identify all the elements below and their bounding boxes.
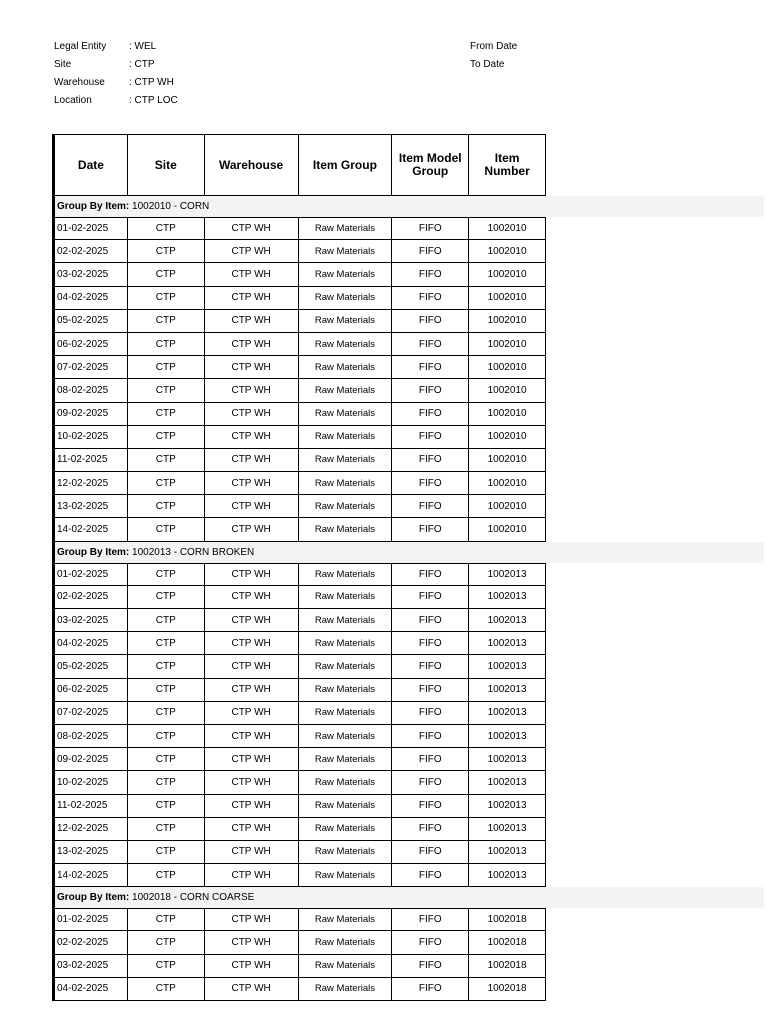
cell-site: CTP bbox=[128, 240, 205, 262]
group-prefix: Group By Item: bbox=[57, 201, 130, 212]
cell-item-group: Raw Materials bbox=[299, 655, 393, 677]
cell-item-number: 1002013 bbox=[487, 637, 527, 649]
cell-site: CTP bbox=[128, 449, 205, 471]
table-row bbox=[52, 818, 546, 841]
cell-item-model-group: FIFO bbox=[392, 795, 469, 817]
table-row bbox=[52, 931, 546, 954]
cell-item-group: Raw Materials bbox=[299, 818, 393, 840]
group-header-row bbox=[52, 542, 764, 563]
cell-site: CTP bbox=[128, 310, 205, 332]
cell-item-model-group: FIFO bbox=[392, 218, 469, 239]
table-row bbox=[52, 449, 546, 472]
cell-date: 14-02-2025 bbox=[55, 864, 128, 886]
cell-item-model-group: FIFO bbox=[392, 472, 469, 494]
cell-warehouse: CTP WH bbox=[205, 655, 299, 677]
cell-site: CTP bbox=[128, 564, 205, 585]
cell-date: 04-02-2025 bbox=[55, 287, 128, 309]
cell-item-model-group: FIFO bbox=[392, 310, 469, 332]
cell-site: CTP bbox=[128, 333, 205, 355]
cell-warehouse: CTP WH bbox=[205, 931, 299, 953]
cell-item-model-group: FIFO bbox=[392, 518, 469, 540]
cell-item-number: 1002010 bbox=[487, 408, 527, 420]
cell-item-group: Raw Materials bbox=[299, 449, 393, 471]
cell-site: CTP bbox=[128, 518, 205, 540]
table-row bbox=[52, 748, 546, 771]
table-row bbox=[52, 287, 546, 310]
cell-item-number: 1002013 bbox=[487, 776, 527, 788]
table-row bbox=[52, 217, 546, 240]
cell-warehouse: CTP WH bbox=[205, 218, 299, 239]
cell-item-number: 1002013 bbox=[487, 684, 527, 696]
cell-item-group: Raw Materials bbox=[299, 841, 393, 863]
table-row bbox=[52, 795, 546, 818]
cell-item-number: 1002010 bbox=[487, 361, 527, 373]
table-row bbox=[52, 240, 546, 263]
cell-item-group: Raw Materials bbox=[299, 632, 393, 654]
cell-item-model-group: FIFO bbox=[392, 495, 469, 517]
cell-site: CTP bbox=[128, 609, 205, 631]
table-header-row bbox=[52, 134, 546, 196]
table-row bbox=[52, 655, 546, 678]
cell-date: 14-02-2025 bbox=[55, 518, 128, 540]
group-header-row bbox=[52, 887, 764, 908]
cell-item-group: Raw Materials bbox=[299, 356, 393, 378]
cell-warehouse: CTP WH bbox=[205, 263, 299, 285]
cell-item-number: 1002010 bbox=[487, 454, 527, 466]
cell-item-number: 1002010 bbox=[487, 268, 527, 280]
cell-item-model-group: FIFO bbox=[392, 725, 469, 747]
cell-item-number: 1002013 bbox=[487, 869, 527, 881]
cell-item-number: 1002010 bbox=[487, 292, 527, 304]
cell-date: 01-02-2025 bbox=[55, 909, 128, 930]
cell-item-number: 1002010 bbox=[487, 524, 527, 536]
table-body bbox=[52, 196, 764, 1001]
cell-item-group: Raw Materials bbox=[299, 564, 393, 585]
cell-warehouse: CTP WH bbox=[205, 287, 299, 309]
column-header-warehouse: Warehouse bbox=[205, 135, 299, 195]
cell-site: CTP bbox=[128, 864, 205, 886]
header-from-date: From Date bbox=[470, 41, 518, 52]
cell-item-group: Raw Materials bbox=[299, 218, 393, 239]
cell-date: 01-02-2025 bbox=[55, 218, 128, 239]
group-prefix: Group By Item: bbox=[57, 546, 130, 558]
cell-item-group: Raw Materials bbox=[299, 702, 393, 724]
cell-date: 09-02-2025 bbox=[55, 748, 128, 770]
header-value: : CTP WH bbox=[129, 77, 174, 88]
cell-item-model-group: FIFO bbox=[392, 632, 469, 654]
cell-item-model-group: FIFO bbox=[392, 748, 469, 770]
cell-site: CTP bbox=[128, 725, 205, 747]
cell-warehouse: CTP WH bbox=[205, 771, 299, 793]
cell-site: CTP bbox=[128, 426, 205, 448]
cell-warehouse: CTP WH bbox=[205, 564, 299, 585]
cell-item-number: 1002018 bbox=[487, 983, 527, 995]
cell-warehouse: CTP WH bbox=[205, 379, 299, 401]
group-label: 1002010 - CORN bbox=[129, 201, 210, 212]
header-label: Legal Entity bbox=[54, 41, 107, 52]
table-row bbox=[52, 978, 546, 1001]
cell-item-model-group: FIFO bbox=[392, 864, 469, 886]
cell-item-model-group: FIFO bbox=[392, 609, 469, 631]
cell-date: 13-02-2025 bbox=[55, 841, 128, 863]
cell-item-number: 1002013 bbox=[487, 846, 527, 858]
cell-warehouse: CTP WH bbox=[205, 702, 299, 724]
cell-date: 01-02-2025 bbox=[55, 564, 128, 585]
cell-warehouse: CTP WH bbox=[205, 818, 299, 840]
cell-site: CTP bbox=[128, 931, 205, 953]
cell-warehouse: CTP WH bbox=[205, 472, 299, 494]
cell-warehouse: CTP WH bbox=[205, 864, 299, 886]
table-row bbox=[52, 841, 546, 864]
cell-site: CTP bbox=[128, 632, 205, 654]
cell-date: 10-02-2025 bbox=[55, 426, 128, 448]
cell-site: CTP bbox=[128, 287, 205, 309]
cell-warehouse: CTP WH bbox=[205, 609, 299, 631]
cell-item-number: 1002018 bbox=[487, 960, 527, 972]
cell-site: CTP bbox=[128, 472, 205, 494]
cell-date: 09-02-2025 bbox=[55, 403, 128, 425]
cell-item-group: Raw Materials bbox=[299, 725, 393, 747]
cell-site: CTP bbox=[128, 495, 205, 517]
cell-item-model-group: FIFO bbox=[392, 679, 469, 701]
header-label: Warehouse bbox=[54, 77, 105, 88]
cell-item-number: 1002010 bbox=[487, 315, 527, 327]
cell-item-model-group: FIFO bbox=[392, 931, 469, 953]
cell-item-group: Raw Materials bbox=[299, 379, 393, 401]
cell-warehouse: CTP WH bbox=[205, 586, 299, 608]
report-header bbox=[54, 38, 754, 112]
cell-item-number: 1002010 bbox=[487, 245, 527, 257]
cell-warehouse: CTP WH bbox=[205, 333, 299, 355]
cell-date: 05-02-2025 bbox=[55, 310, 128, 332]
cell-date: 13-02-2025 bbox=[55, 495, 128, 517]
cell-item-group: Raw Materials bbox=[299, 864, 393, 886]
cell-site: CTP bbox=[128, 955, 205, 977]
cell-date: 04-02-2025 bbox=[55, 978, 128, 1000]
cell-date: 11-02-2025 bbox=[55, 449, 128, 471]
cell-site: CTP bbox=[128, 403, 205, 425]
group-prefix: Group By Item: bbox=[57, 892, 130, 904]
cell-date: 11-02-2025 bbox=[55, 795, 128, 817]
cell-item-group: Raw Materials bbox=[299, 403, 393, 425]
column-header-date: Date bbox=[55, 135, 128, 195]
cell-warehouse: CTP WH bbox=[205, 955, 299, 977]
cell-item-model-group: FIFO bbox=[392, 655, 469, 677]
column-header-item-model-group: Item Model Group bbox=[392, 135, 469, 195]
cell-date: 02-02-2025 bbox=[55, 586, 128, 608]
cell-warehouse: CTP WH bbox=[205, 495, 299, 517]
table-row bbox=[52, 379, 546, 402]
table-row bbox=[52, 955, 546, 978]
cell-date: 10-02-2025 bbox=[55, 771, 128, 793]
cell-item-group: Raw Materials bbox=[299, 679, 393, 701]
group-header-row bbox=[52, 196, 764, 217]
table-row bbox=[52, 495, 546, 518]
group-label: 1002013 - CORN BROKEN bbox=[129, 546, 255, 558]
table-row bbox=[52, 908, 546, 931]
cell-warehouse: CTP WH bbox=[205, 748, 299, 770]
cell-warehouse: CTP WH bbox=[205, 679, 299, 701]
cell-item-group: Raw Materials bbox=[299, 310, 393, 332]
cell-warehouse: CTP WH bbox=[205, 978, 299, 1000]
cell-site: CTP bbox=[128, 655, 205, 677]
cell-site: CTP bbox=[128, 818, 205, 840]
table-row bbox=[52, 333, 546, 356]
cell-site: CTP bbox=[128, 586, 205, 608]
cell-item-group: Raw Materials bbox=[299, 609, 393, 631]
cell-item-number: 1002013 bbox=[487, 730, 527, 742]
cell-warehouse: CTP WH bbox=[205, 725, 299, 747]
cell-item-number: 1002018 bbox=[487, 937, 527, 949]
cell-site: CTP bbox=[128, 263, 205, 285]
header-value: : CTP LOC bbox=[129, 95, 178, 106]
cell-item-model-group: FIFO bbox=[392, 564, 469, 585]
cell-item-number: 1002013 bbox=[487, 800, 527, 812]
cell-item-group: Raw Materials bbox=[299, 472, 393, 494]
cell-warehouse: CTP WH bbox=[205, 795, 299, 817]
cell-item-group: Raw Materials bbox=[299, 518, 393, 540]
table-row bbox=[52, 771, 546, 794]
cell-item-model-group: FIFO bbox=[392, 955, 469, 977]
column-header-item-group: Item Group bbox=[299, 135, 393, 195]
cell-warehouse: CTP WH bbox=[205, 841, 299, 863]
header-label: Location bbox=[54, 95, 92, 106]
cell-site: CTP bbox=[128, 748, 205, 770]
cell-warehouse: CTP WH bbox=[205, 240, 299, 262]
cell-item-number: 1002010 bbox=[487, 477, 527, 489]
cell-date: 03-02-2025 bbox=[55, 609, 128, 631]
cell-date: 08-02-2025 bbox=[55, 725, 128, 747]
cell-site: CTP bbox=[128, 841, 205, 863]
cell-warehouse: CTP WH bbox=[205, 356, 299, 378]
cell-item-group: Raw Materials bbox=[299, 748, 393, 770]
cell-item-model-group: FIFO bbox=[392, 356, 469, 378]
cell-item-model-group: FIFO bbox=[392, 449, 469, 471]
cell-site: CTP bbox=[128, 702, 205, 724]
cell-item-group: Raw Materials bbox=[299, 426, 393, 448]
cell-date: 07-02-2025 bbox=[55, 356, 128, 378]
cell-item-model-group: FIFO bbox=[392, 426, 469, 448]
cell-item-number: 1002010 bbox=[487, 500, 527, 512]
header-value: : CTP bbox=[129, 59, 155, 70]
cell-warehouse: CTP WH bbox=[205, 426, 299, 448]
cell-site: CTP bbox=[128, 379, 205, 401]
table-row bbox=[52, 679, 546, 702]
table-row bbox=[52, 864, 546, 887]
cell-item-group: Raw Materials bbox=[299, 287, 393, 309]
group-label: 1002018 - CORN COARSE bbox=[129, 892, 255, 904]
column-header-item-number: Item Number bbox=[484, 151, 530, 178]
cell-date: 06-02-2025 bbox=[55, 333, 128, 355]
cell-date: 02-02-2025 bbox=[55, 240, 128, 262]
cell-date: 03-02-2025 bbox=[55, 955, 128, 977]
cell-date: 06-02-2025 bbox=[55, 679, 128, 701]
cell-item-number: 1002018 bbox=[487, 914, 527, 926]
cell-date: 05-02-2025 bbox=[55, 655, 128, 677]
cell-item-model-group: FIFO bbox=[392, 771, 469, 793]
cell-site: CTP bbox=[128, 795, 205, 817]
cell-warehouse: CTP WH bbox=[205, 632, 299, 654]
cell-item-number: 1002013 bbox=[487, 753, 527, 765]
cell-date: 02-02-2025 bbox=[55, 931, 128, 953]
cell-item-number: 1002013 bbox=[487, 707, 527, 719]
cell-item-number: 1002010 bbox=[487, 431, 527, 443]
table-row bbox=[52, 586, 546, 609]
table-row bbox=[52, 725, 546, 748]
cell-item-model-group: FIFO bbox=[392, 240, 469, 262]
table-row bbox=[52, 356, 546, 379]
cell-warehouse: CTP WH bbox=[205, 909, 299, 930]
cell-item-number: 1002010 bbox=[487, 338, 527, 350]
cell-item-group: Raw Materials bbox=[299, 240, 393, 262]
cell-warehouse: CTP WH bbox=[205, 449, 299, 471]
cell-date: 12-02-2025 bbox=[55, 472, 128, 494]
cell-item-model-group: FIFO bbox=[392, 379, 469, 401]
cell-date: 08-02-2025 bbox=[55, 379, 128, 401]
cell-item-model-group: FIFO bbox=[392, 333, 469, 355]
cell-item-model-group: FIFO bbox=[392, 287, 469, 309]
cell-item-group: Raw Materials bbox=[299, 586, 393, 608]
cell-item-number: 1002013 bbox=[487, 823, 527, 835]
cell-item-group: Raw Materials bbox=[299, 795, 393, 817]
cell-site: CTP bbox=[128, 978, 205, 1000]
header-value: : WEL bbox=[129, 41, 157, 52]
table-row bbox=[52, 632, 546, 655]
cell-site: CTP bbox=[128, 679, 205, 701]
cell-item-number: 1002013 bbox=[487, 591, 527, 603]
cell-item-model-group: FIFO bbox=[392, 263, 469, 285]
table-row bbox=[52, 702, 546, 725]
cell-item-model-group: FIFO bbox=[392, 586, 469, 608]
cell-item-group: Raw Materials bbox=[299, 771, 393, 793]
cell-warehouse: CTP WH bbox=[205, 518, 299, 540]
cell-item-group: Raw Materials bbox=[299, 955, 393, 977]
cell-item-group: Raw Materials bbox=[299, 263, 393, 285]
table-row bbox=[52, 310, 546, 333]
report-table bbox=[52, 134, 764, 1001]
cell-site: CTP bbox=[128, 218, 205, 239]
cell-item-number: 1002010 bbox=[487, 384, 527, 396]
header-to-date: To Date bbox=[470, 59, 505, 70]
cell-item-model-group: FIFO bbox=[392, 702, 469, 724]
cell-item-model-group: FIFO bbox=[392, 978, 469, 1000]
cell-item-number: 1002010 bbox=[487, 223, 527, 235]
table-row bbox=[52, 472, 546, 495]
cell-item-group: Raw Materials bbox=[299, 909, 393, 930]
cell-item-model-group: FIFO bbox=[392, 403, 469, 425]
cell-item-group: Raw Materials bbox=[299, 495, 393, 517]
cell-date: 12-02-2025 bbox=[55, 818, 128, 840]
table-row bbox=[52, 403, 546, 426]
cell-date: 03-02-2025 bbox=[55, 263, 128, 285]
cell-item-number: 1002013 bbox=[487, 660, 527, 672]
column-header-site: Site bbox=[128, 135, 205, 195]
table-row bbox=[52, 609, 546, 632]
cell-item-group: Raw Materials bbox=[299, 978, 393, 1000]
cell-item-number: 1002013 bbox=[487, 614, 527, 626]
cell-date: 04-02-2025 bbox=[55, 632, 128, 654]
cell-item-model-group: FIFO bbox=[392, 841, 469, 863]
cell-item-number: 1002013 bbox=[487, 568, 527, 580]
cell-item-model-group: FIFO bbox=[392, 818, 469, 840]
cell-date: 07-02-2025 bbox=[55, 702, 128, 724]
table-row bbox=[52, 426, 546, 449]
table-row bbox=[52, 518, 546, 541]
cell-item-model-group: FIFO bbox=[392, 909, 469, 930]
cell-item-group: Raw Materials bbox=[299, 333, 393, 355]
cell-site: CTP bbox=[128, 909, 205, 930]
cell-warehouse: CTP WH bbox=[205, 310, 299, 332]
header-label: Site bbox=[54, 59, 72, 70]
cell-site: CTP bbox=[128, 356, 205, 378]
table-row bbox=[52, 563, 546, 586]
table-row bbox=[52, 263, 546, 286]
cell-site: CTP bbox=[128, 771, 205, 793]
cell-item-group: Raw Materials bbox=[299, 931, 393, 953]
cell-warehouse: CTP WH bbox=[205, 403, 299, 425]
